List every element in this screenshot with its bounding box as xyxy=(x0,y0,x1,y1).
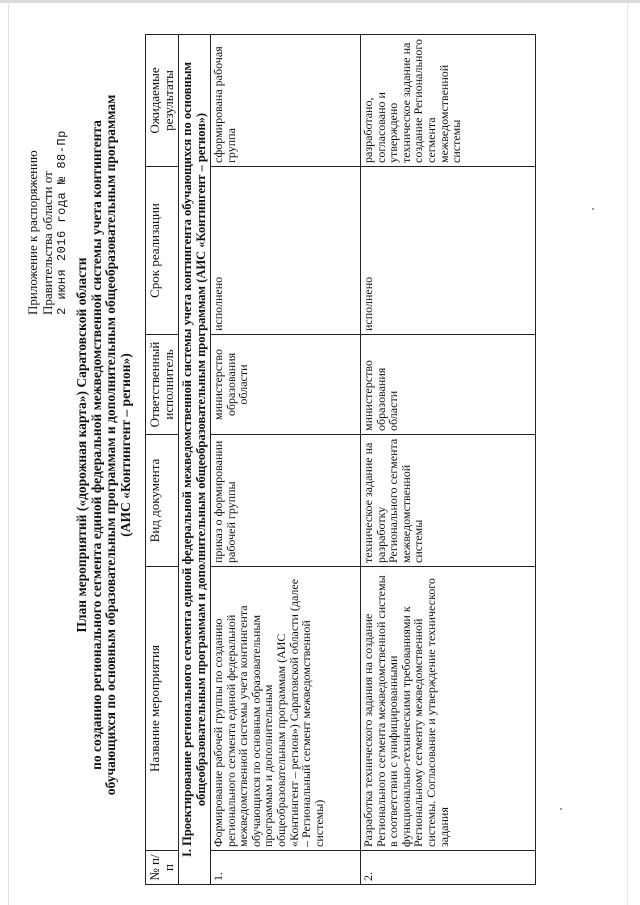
row-term: исполнено xyxy=(361,167,536,335)
col-header-doc: Вид документа xyxy=(146,435,179,567)
scan-left-edge xyxy=(8,0,9,905)
col-header-responsible: Ответственный исполнитель xyxy=(146,335,179,435)
row-document-type: техническое задание на разработку Регионального сегмента межведомственной системы xyxy=(361,435,536,567)
table-row xyxy=(211,35,361,885)
title-line-1: План мероприятий («дорожная карта») Саратовской области xyxy=(74,257,89,633)
header-line-1: Приложение к распоряжению xyxy=(25,150,40,315)
row-document-type: приказ о формировании рабочей группы xyxy=(211,435,361,567)
title-line-3: обучающихся по основным образовательным программам и дополнительным общеобразовательным программам xyxy=(103,94,118,796)
title-line-4: (АИС «Контингент – регион») xyxy=(117,353,133,537)
scan-top-edge xyxy=(0,0,640,3)
col-header-result: Ожидаемые результаты xyxy=(146,35,179,167)
row-activity-name: Формирование рабочей группы по созданию регионального сегмента единой федеральной межведомственной системы учета контингента обучающихся по основным образовательным программам и дополнительным общеобразовательным программам (АИС «Контингент – регион») Саратовской области (далее – Региональный сегмент межведомственной системы) xyxy=(211,567,361,851)
row-result: разработано, согласовано и утверждено техническое задание на создание Регионального сегмента межведомственной системы xyxy=(361,35,536,167)
section-title: I. Проектирование регионального сегмента единой федеральной межведомственной системы учета контингента обучающихся по основным общеобразовательным программам и дополнительным общеобразовательным программам (АИС «Контингент – регион») xyxy=(179,35,211,885)
row-term: исполнено xyxy=(211,167,361,335)
header-line-2: Правительства области от xyxy=(40,171,55,315)
row-number: 1. xyxy=(211,851,361,885)
appendix-header xyxy=(25,15,70,315)
row-activity-name: Разработка технического задания на создание Регионального сегмента межведомственной системы в соответствии с унифицированными функционально-техническими требованиями к Региональному сегменту межведомственной системы. Согласование и утверждение технического задания xyxy=(361,567,536,851)
row-number: 2. xyxy=(361,851,536,885)
document-title xyxy=(75,35,133,855)
col-header-term: Срок реализации xyxy=(146,167,179,335)
title-line-2: по созданию регионального сегмента единой федеральной межведомственной системы учета контингента xyxy=(88,120,104,770)
roadmap-table xyxy=(145,34,536,885)
row-responsible: министерство образования области xyxy=(211,335,361,435)
table-row xyxy=(361,35,536,885)
header-date-line: 2 июня 2016 года № 88-Пр xyxy=(55,130,69,315)
row-responsible: министерство образования области xyxy=(361,335,536,435)
col-header-num: № п/п xyxy=(146,851,179,885)
table-header-row xyxy=(146,35,179,885)
row-result: сформирована рабочая группа xyxy=(211,35,361,167)
rotated-document-page xyxy=(25,15,625,885)
section-row xyxy=(179,35,211,885)
col-header-name: Название мероприятия xyxy=(146,567,179,851)
scan-right-edge xyxy=(627,0,628,905)
